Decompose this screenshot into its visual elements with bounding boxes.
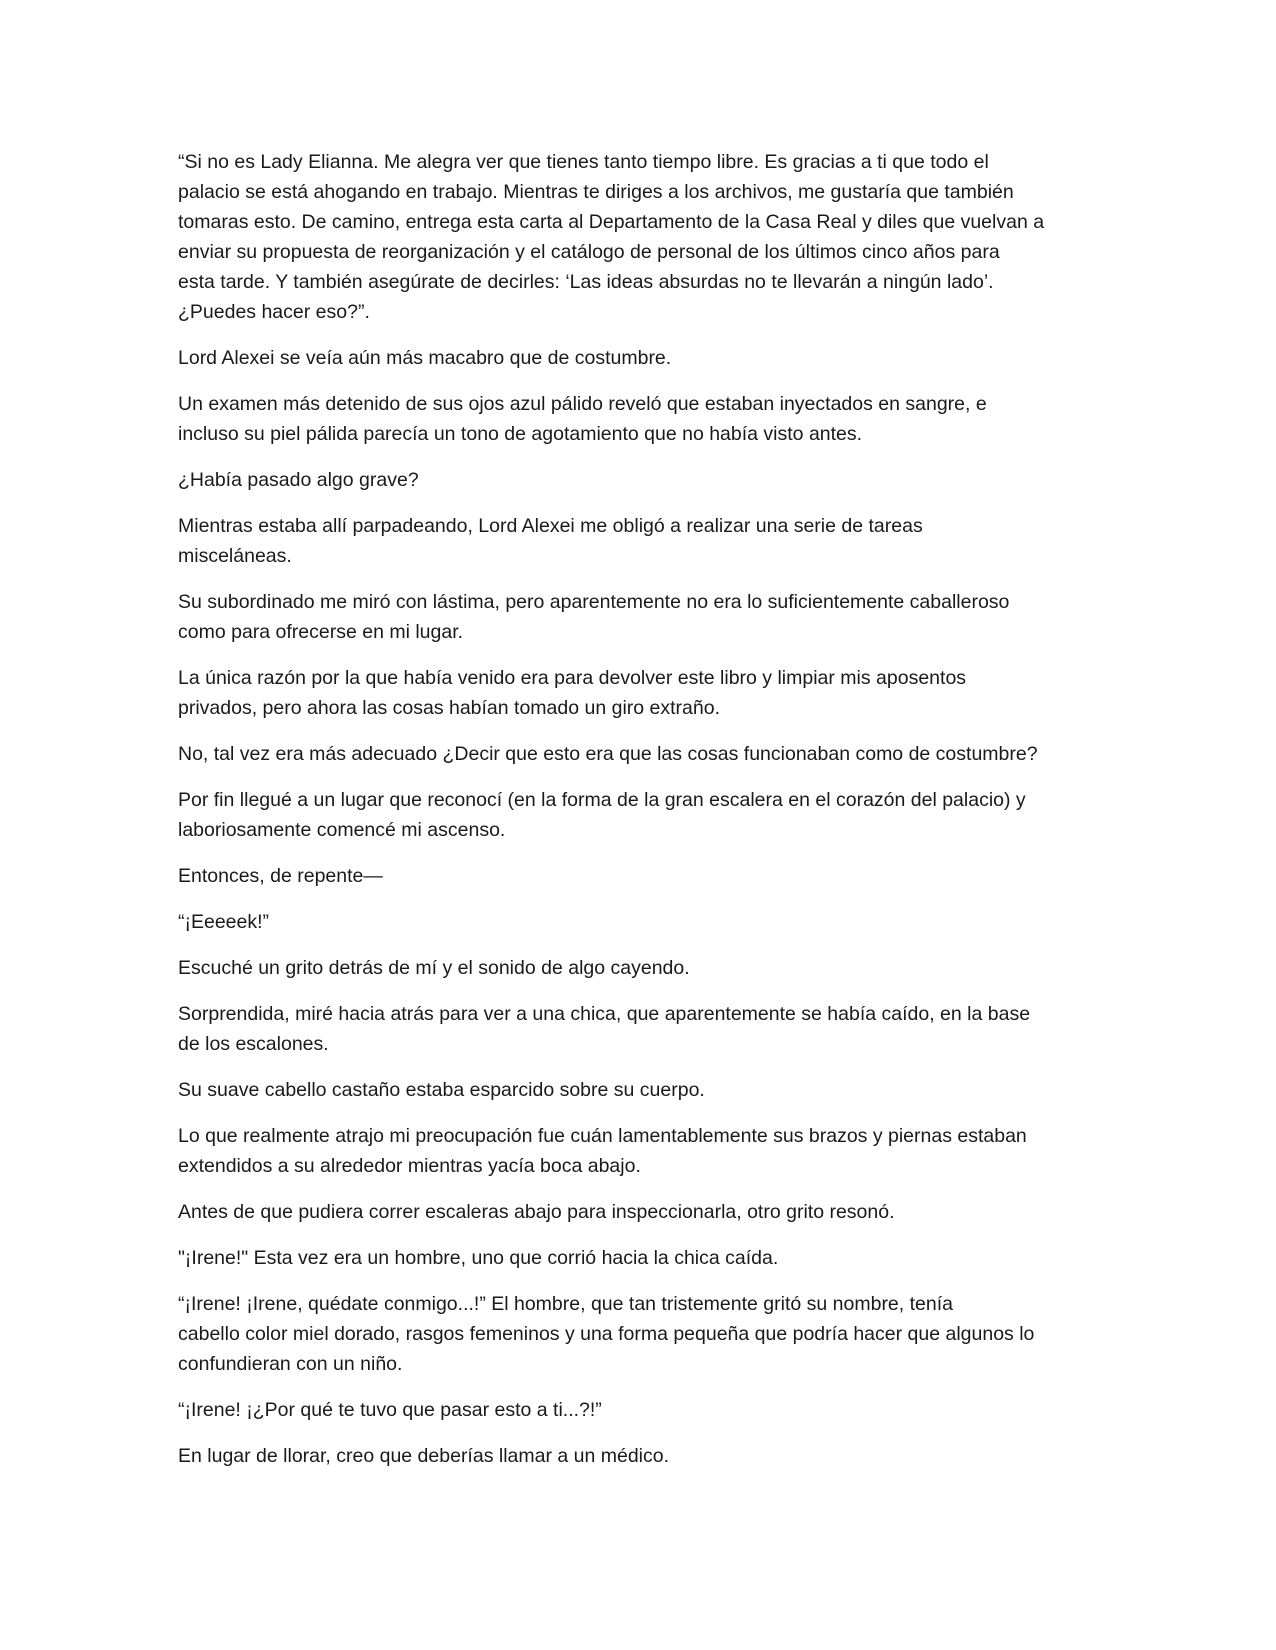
text-line: cabello color miel dorado, rasgos femeninos y una forma pequeña que podría hacer que algunos lo [178, 1323, 1035, 1345]
paragraph [178, 1395, 1108, 1425]
text-line: “¡Irene! ¡Irene, quédate conmigo...!” El hombre, que tan tristemente gritó su nombre, tenía [178, 1293, 953, 1315]
text-line: ¿Puedes hacer eso?”. [178, 301, 370, 323]
text-line: Lo que realmente atrajo mi preocupación fue cuán lamentablemente sus brazos y piernas estaban [178, 1125, 1027, 1147]
document-page [178, 147, 1108, 1487]
text-line: Antes de que pudiera correr escaleras abajo para inspeccionarla, otro grito resonó. [178, 1201, 895, 1223]
text-line: laboriosamente comencé mi ascenso. [178, 819, 506, 841]
text-line: Mientras estaba allí parpadeando, Lord Alexei me obligó a realizar una serie de tareas [178, 515, 923, 537]
paragraph [178, 999, 1108, 1059]
text-line: Lord Alexei se veía aún más macabro que de costumbre. [178, 347, 672, 369]
paragraph [178, 511, 1108, 571]
paragraph [178, 343, 1108, 373]
text-line: privados, pero ahora las cosas habían tomado un giro extraño. [178, 697, 721, 719]
paragraph [178, 1289, 1108, 1379]
text-line: La única razón por la que había venido era para devolver este libro y limpiar mis aposentos [178, 667, 967, 689]
text-line: de los escalones. [178, 1033, 329, 1055]
text-line: No, tal vez era más adecuado ¿Decir que esto era que las cosas funcionaban como de costumbre? [178, 743, 1038, 765]
paragraph [178, 1121, 1108, 1181]
text-line: Su suave cabello castaño estaba esparcido sobre su cuerpo. [178, 1079, 705, 1101]
text-line: confundieran con un niño. [178, 1353, 403, 1375]
text-line: tomaras esto. De camino, entrega esta carta al Departamento de la Casa Real y diles que vuelvan a [178, 211, 1045, 233]
paragraph [178, 785, 1108, 845]
text-line: “¡Eeeeek!” [178, 911, 270, 933]
text-line: incluso su piel pálida parecía un tono de agotamiento que no había visto antes. [178, 423, 863, 445]
text-line: palacio se está ahogando en trabajo. Mientras te diriges a los archivos, me gustaría que también [178, 181, 1014, 203]
text-line: extendidos a su alrededor mientras yacía boca abajo. [178, 1155, 641, 1177]
text-line: “¡Irene! ¡¿Por qué te tuvo que pasar esto a ti...?!” [178, 1399, 602, 1421]
paragraph [178, 389, 1108, 449]
paragraph [178, 465, 1108, 495]
text-line: Entonces, de repente— [178, 865, 383, 887]
text-line: Sorprendida, miré hacia atrás para ver a una chica, que aparentemente se había caído, en la base [178, 1003, 1031, 1025]
paragraph [178, 1441, 1108, 1471]
paragraph [178, 861, 1108, 891]
text-line: Un examen más detenido de sus ojos azul pálido reveló que estaban inyectados en sangre, e [178, 393, 987, 415]
text-line: enviar su propuesta de reorganización y el catálogo de personal de los últimos cinco años para [178, 241, 1000, 263]
paragraph [178, 1197, 1108, 1227]
text-line: "¡Irene!" Esta vez era un hombre, uno que corrió hacia la chica caída. [178, 1247, 779, 1269]
paragraph [178, 587, 1108, 647]
paragraph [178, 663, 1108, 723]
text-line: Escuché un grito detrás de mí y el sonido de algo cayendo. [178, 957, 690, 979]
paragraph [178, 953, 1108, 983]
text-line: En lugar de llorar, creo que deberías llamar a un médico. [178, 1445, 670, 1467]
text-line: Por fin llegué a un lugar que reconocí (en la forma de la gran escalera en el corazón del palacio) y [178, 789, 1026, 811]
paragraph [178, 907, 1108, 937]
paragraph [178, 1243, 1108, 1273]
text-line: ¿Había pasado algo grave? [178, 469, 419, 491]
paragraph [178, 147, 1108, 327]
text-line: Su subordinado me miró con lástima, pero aparentemente no era lo suficientemente caballeroso [178, 591, 1010, 613]
text-line: misceláneas. [178, 545, 292, 567]
paragraph [178, 1075, 1108, 1105]
text-line: esta tarde. Y también asegúrate de decirles: ‘Las ideas absurdas no te llevarán a ningún lado’. [178, 271, 994, 293]
paragraph [178, 739, 1108, 769]
text-line: como para ofrecerse en mi lugar. [178, 621, 464, 643]
text-line: “Si no es Lady Elianna. Me alegra ver que tienes tanto tiempo libre. Es gracias a ti que todo el [178, 151, 989, 173]
